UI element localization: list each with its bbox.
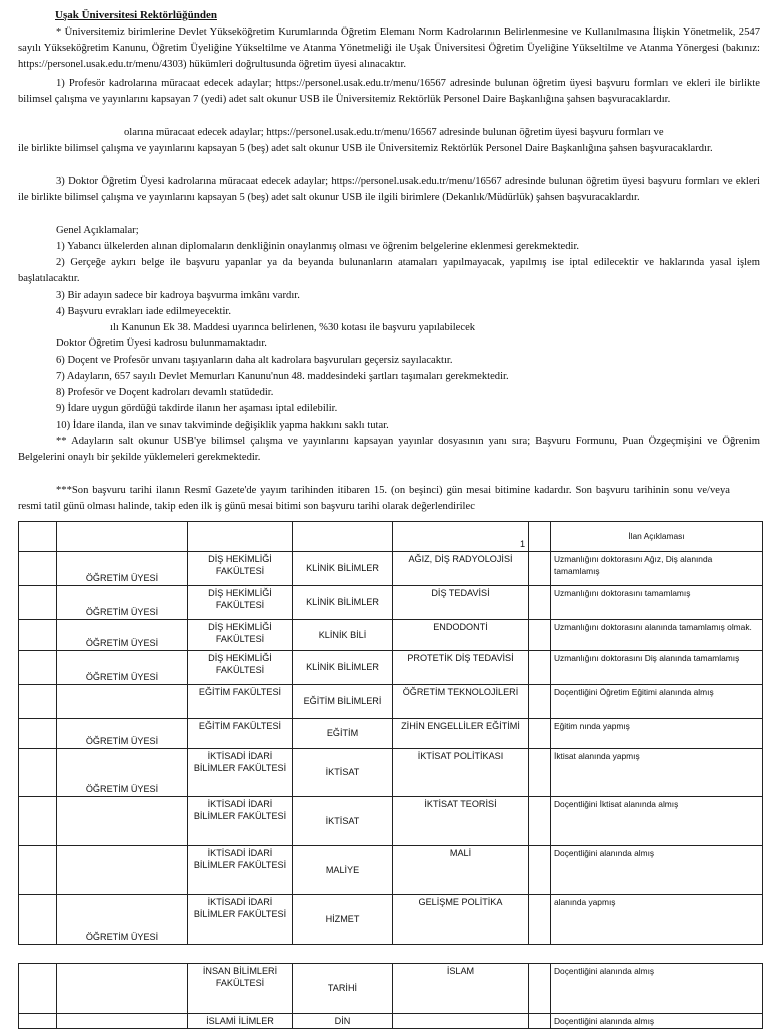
row-index-cell <box>19 895 57 945</box>
general-heading: Genel Açıklamalar; <box>56 225 139 236</box>
row-index-cell <box>19 964 57 1014</box>
unvan-cell: ÖĞRETİM ÜYESİ <box>57 552 188 586</box>
anabilim-dali-cell: İKTİSAT POLİTİKASI <box>393 749 529 797</box>
bolum-cell: İKTİSAT <box>293 749 393 797</box>
ilan-aciklamasi-cell: Doçentliğini Öğretim Eğitimi alanında almış <box>551 685 763 719</box>
fakulte-cell: İSLAMİ İLİMLER <box>188 1014 293 1029</box>
anabilim-dali-cell: ZİHİN ENGELLİLER EĞİTİMİ <box>393 719 529 749</box>
unvan-cell <box>57 964 188 1014</box>
row-index-cell <box>19 1014 57 1029</box>
fakulte-cell: İKTİSADİ İDARİ BİLİMLER FAKÜLTESİ <box>188 749 293 797</box>
row-index-cell <box>19 651 57 685</box>
table-row <box>19 719 763 749</box>
bolum-cell: KLİNİK BİLİ <box>293 620 393 651</box>
header-ilan-aciklamasi: İlan Açıklaması <box>551 522 763 552</box>
item-2-paragraph: ile birlikte bilimsel çalışma ve yayınlarını kapsayan 5 (beş) adet salt okunur USB ile Üniversitemiz Rektörlük Personel Daire Başkanlığına şahsen başvuracaklardır. <box>18 143 713 154</box>
general-item-4: 4) Başvuru evrakları iade edilmeyecektir. <box>56 306 232 317</box>
note-usb: ** Adayların salt okunur USB'ye bilimsel çalışma ve yayınlarını kapsayan yayınlar dosyasının yanı sıra; Başvuru Formunu, Puan Özgeçmişini ve Öğrenim Belgelerini onaylı bir şekilde yüklemeleri gerekmektedir. <box>18 436 760 464</box>
empty-cell <box>529 797 551 846</box>
ilan-aciklamasi-cell: Uzmanlığını doktorasını Ağız, Diş alanında tamamlamış <box>551 552 763 586</box>
intro-paragraph: * Üniversitemiz birimlerine Devlet Yükseköğretim Kurumlarında Öğretim Elemanı Norm Kadrolarının Belirlenmesine ve Kullanılmasına İlişkin Yönetmelik, 2547 sayılı Yükseköğretim Kanunu, Öğretim Üyeliğine Yükseltilme ve Atanma Yönetmeliği ile Uşak Üniversitesi Öğretim Üyeliğine Yükseltilme ve Atanma Yönergesi (bakınız: https://personel.usak.edu.tr/menu/4303) hükümleri doğrultusunda öğretim üyesi alınacaktır. <box>18 27 760 71</box>
fakulte-cell: DİŞ HEKİMLİĞİ FAKÜLTESİ <box>188 586 293 620</box>
fakulte-cell: EĞİTİM FAKÜLTESİ <box>188 685 293 719</box>
fakulte-cell: İKTİSADİ İDARİ BİLİMLER FAKÜLTESİ <box>188 846 293 895</box>
positions-table <box>18 521 763 945</box>
general-item-2: 2) Gerçeğe aykırı belge ile başvuru yapanlar ya da beyanda bulunanların atamaları yapılmayacak, yapılmış ise iptal edilecektir ve haklarında yasal işlem başlatılacaktır. <box>18 257 760 285</box>
fakulte-cell: EĞİTİM FAKÜLTESİ <box>188 719 293 749</box>
general-item-6: 6) Doçent ve Profesör unvanı taşıyanların daha alt kadrolara başvuruları geçersiz sayılacaktır. <box>56 355 453 366</box>
ilan-aciklamasi-cell: Doçentliğini alanında almış <box>551 846 763 895</box>
ilan-aciklamasi-cell: Eğitim nında yapmış <box>551 719 763 749</box>
bolum-cell: İKTİSAT <box>293 797 393 846</box>
unvan-cell <box>57 1014 188 1029</box>
general-item-5-continuation: Doktor Öğretim Üyesi kadrosu bulunmamaktadır. <box>56 338 267 349</box>
ilan-aciklamasi-cell: İktisat alanında yapmış <box>551 749 763 797</box>
empty-cell <box>529 964 551 1014</box>
page-number: 1 <box>393 522 529 552</box>
fakulte-cell: DİŞ HEKİMLİĞİ FAKÜLTESİ <box>188 651 293 685</box>
table-row <box>19 749 763 797</box>
fakulte-cell: İKTİSADİ İDARİ BİLİMLER FAKÜLTESİ <box>188 797 293 846</box>
table-row <box>19 964 763 1014</box>
row-index-cell <box>19 797 57 846</box>
ilan-aciklamasi-cell: Uzmanlığını doktorasını Diş alanında tamamlamış <box>551 651 763 685</box>
unvan-cell: ÖĞRETİM ÜYESİ <box>57 651 188 685</box>
fakulte-cell: DİŞ HEKİMLİĞİ FAKÜLTESİ <box>188 620 293 651</box>
empty-cell <box>529 685 551 719</box>
table-row <box>19 620 763 651</box>
table-row <box>19 846 763 895</box>
ilan-aciklamasi-cell: Doçentliğini alanında almış <box>551 1014 763 1029</box>
ilan-aciklamasi-cell: alanında yapmış <box>551 895 763 945</box>
ilan-aciklamasi-cell: Doçentliğini alanında almış <box>551 964 763 1014</box>
anabilim-dali-cell: PROTETİK DİŞ TEDAVİSİ <box>393 651 529 685</box>
unvan-cell: ÖĞRETİM ÜYESİ <box>57 586 188 620</box>
unvan-cell <box>57 797 188 846</box>
anabilim-dali-cell: AĞIZ, DİŞ RADYOLOJİSİ <box>393 552 529 586</box>
empty-cell <box>529 586 551 620</box>
item-2-line-1: olarına müracaat edecek adaylar; https://personel.usak.edu.tr/menu/16567 adresinde bulunan öğretim üyesi başvuru formları ve <box>124 127 664 138</box>
unvan-cell: ÖĞRETİM ÜYESİ <box>57 719 188 749</box>
bolum-cell: DİN <box>293 1014 393 1029</box>
empty-cell <box>529 895 551 945</box>
empty-cell <box>529 846 551 895</box>
anabilim-dali-cell <box>393 1014 529 1029</box>
table-row <box>19 1014 763 1029</box>
empty-cell <box>529 620 551 651</box>
general-item-8: 8) Profesör ve Doçent kadroları devamlı statüdedir. <box>56 387 274 398</box>
unvan-cell: ÖĞRETİM ÜYESİ <box>57 895 188 945</box>
general-item-3: 3) Bir adayın sadece bir kadroya başvurma imkânı vardır. <box>56 290 300 301</box>
bolum-cell: KLİNİK BİLİMLER <box>293 651 393 685</box>
unvan-cell: ÖĞRETİM ÜYESİ <box>57 620 188 651</box>
bolum-cell: TARİHİ <box>293 964 393 1014</box>
unvan-cell: ÖĞRETİM ÜYESİ <box>57 749 188 797</box>
empty-cell <box>529 719 551 749</box>
bolum-cell: EĞİTİM <box>293 719 393 749</box>
note-deadline: ***Son başvuru tarihi ilanın Resmî Gazete'de yayım tarihinden itibaren 15. (on beşinci) gün mesai bitimine kadardır. Son başvuru tarihinin sonu ve/veya resmi tatil günü olması halinde, takip eden ilk iş günü mesai bitimi son başvuru tarihi olarak değerlendirilec <box>18 485 730 513</box>
anabilim-dali-cell: ÖĞRETİM TEKNOLOJİLERİ <box>393 685 529 719</box>
empty-cell <box>529 651 551 685</box>
table-row <box>19 651 763 685</box>
row-index-cell <box>19 552 57 586</box>
table-row <box>19 797 763 846</box>
bolum-cell: KLİNİK BİLİMLER <box>293 586 393 620</box>
general-item-5-fragment: ılı Kanunun Ek 38. Maddesi uyarınca belirlenen, %30 kotası ile başvuru yapılabilecek <box>110 322 476 333</box>
ilan-aciklamasi-cell: Uzmanlığını doktorasını tamamlamış <box>551 586 763 620</box>
row-index-cell <box>19 620 57 651</box>
positions-table-continued <box>18 963 763 1029</box>
document-title: Uşak Üniversitesi Rektörlüğünden <box>55 9 217 21</box>
anabilim-dali-cell: GELİŞME POLİTİKA <box>393 895 529 945</box>
table-row <box>19 586 763 620</box>
anabilim-dali-cell: ENDODONTİ <box>393 620 529 651</box>
general-item-7: 7) Adayların, 657 sayılı Devlet Memurları Kanunu'nun 48. maddesindeki şartları taşımaları gerekmektedir. <box>56 371 509 382</box>
fakulte-cell: DİŞ HEKİMLİĞİ FAKÜLTESİ <box>188 552 293 586</box>
general-item-1: 1) Yabancı ülkelerden alınan diplomaların denkliğinin onaylanmış olması ve öğrenim belgelerine eklenmesi gerekmektedir. <box>56 241 580 252</box>
fakulte-cell: İNSAN BİLİMLERİ FAKÜLTESİ <box>188 964 293 1014</box>
item-1-paragraph: 1) Profesör kadrolarına müracaat edecek adaylar; https://personel.usak.edu.tr/menu/16567 adresinde bulunan öğretim üyesi başvuru formları ve ekleri ile birlikte bilimsel çalışma ve yayınlarını kapsayan 7 (yedi) adet salt okunur USB ile Üniversitemiz Rektörlük Personel Daire Başkanlığına şahsen başvuracaklardır. <box>18 78 760 106</box>
table-row <box>19 552 763 586</box>
anabilim-dali-cell: MALİ <box>393 846 529 895</box>
anabilim-dali-cell: İSLAM <box>393 964 529 1014</box>
row-index-cell <box>19 685 57 719</box>
bolum-cell: MALİYE <box>293 846 393 895</box>
ilan-aciklamasi-cell: Doçentliğini İktisat alanında almış <box>551 797 763 846</box>
row-index-cell <box>19 586 57 620</box>
empty-cell <box>529 1014 551 1029</box>
table-row <box>19 685 763 719</box>
anabilim-dali-cell: İKTİSAT TEORİSİ <box>393 797 529 846</box>
anabilim-dali-cell: DİŞ TEDAVİSİ <box>393 586 529 620</box>
empty-cell <box>529 552 551 586</box>
row-index-cell <box>19 749 57 797</box>
row-index-cell <box>19 719 57 749</box>
bolum-cell: HİZMET <box>293 895 393 945</box>
row-index-cell <box>19 846 57 895</box>
table-header-row <box>19 522 763 552</box>
empty-cell <box>529 749 551 797</box>
ilan-aciklamasi-cell: Uzmanlığını doktorasını alanında tamamlamış olmak. <box>551 620 763 651</box>
item-3-paragraph: 3) Doktor Öğretim Üyesi kadrolarına müracaat edecek adaylar; https://personel.usak.edu.tr/menu/16567 adresinde bulunan öğretim üyesi başvuru formları ve ekleri ile birlikte bilimsel çalışma ve yayınlarını kapsayan 5 (beş) adet salt okunur USB ile ilgili birimlere (Dekanlık/Müdürlük) şahsen başvuracaklardır. <box>18 176 760 204</box>
fakulte-cell: İKTİSADİ İDARİ BİLİMLER FAKÜLTESİ <box>188 895 293 945</box>
bolum-cell: KLİNİK BİLİMLER <box>293 552 393 586</box>
general-item-9: 9) İdare uygun gördüğü takdirde ilanın her aşaması iptal edilebilir. <box>56 403 338 414</box>
unvan-cell <box>57 685 188 719</box>
bolum-cell: EĞİTİM BİLİMLERİ <box>293 685 393 719</box>
general-item-10: 10) İdare ilanda, ilan ve sınav takviminde değişiklik yapma hakkını saklı tutar. <box>56 420 389 431</box>
table-row <box>19 895 763 945</box>
unvan-cell <box>57 846 188 895</box>
